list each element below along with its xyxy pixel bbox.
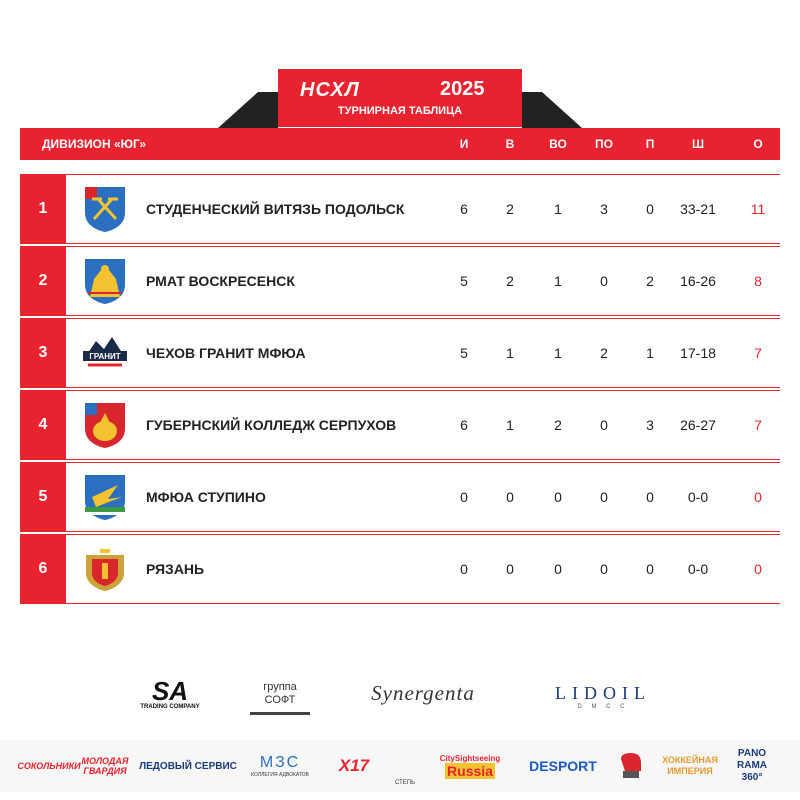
col-header-losses: П [645, 137, 655, 151]
rank-badge: 2 [20, 246, 66, 316]
rank-badge: 4 [20, 390, 66, 460]
league-logo: НСХЛ [300, 79, 360, 101]
losses-value: 0 [646, 561, 654, 577]
sponsor-step-logo: СТЕПЬ [394, 780, 416, 786]
team-name: МФЮА СТУПИНО [146, 489, 266, 505]
ot-losses-value: 3 [600, 201, 608, 217]
page-title: ТУРНИРНАЯ ТАБЛИЦА [337, 105, 463, 117]
col-header-goals: Ш [691, 137, 705, 151]
division-title: ДИВИЗИОН «ЮГ» [42, 137, 147, 151]
wins-value: 2 [506, 201, 514, 217]
points-value: 7 [754, 417, 762, 433]
ot-wins-value: 1 [554, 345, 562, 361]
ot-wins-value: 1 [554, 273, 562, 289]
main-sponsors [0, 672, 800, 722]
sponsor-sokolniki-logo: СОКОЛЬНИКИ [17, 761, 81, 771]
wins-value: 0 [506, 489, 514, 505]
losses-value: 2 [646, 273, 654, 289]
sponsor-ledovyi-servis-logo: ЛЕДОВЫЙ СЕРВИС [139, 760, 237, 772]
games-value: 6 [460, 417, 468, 433]
sponsor-hockey-empire-logo: ХОККЕЙНАЯ ИМПЕРИЯ [662, 755, 718, 776]
serpukhov-coat-of-arms-icon [82, 401, 128, 449]
stupino-coat-of-arms-icon [82, 473, 128, 521]
team-name: ЧЕХОВ ГРАНИТ МФЮА [146, 345, 306, 361]
games-value: 5 [460, 345, 468, 361]
sponsor-mzs-logo: МЗС КОЛЛЕГИЯ АДВОКАТОВ [251, 754, 309, 778]
rank-badge: 6 [20, 534, 66, 604]
table-row [20, 390, 780, 460]
points-value: 8 [754, 273, 762, 289]
season-year: 2025 [440, 78, 485, 100]
team-name: РЯЗАНЬ [146, 561, 205, 577]
table-row [20, 534, 780, 604]
wins-value: 0 [506, 561, 514, 577]
rank-badge: 5 [20, 462, 66, 532]
wins-value: 2 [506, 273, 514, 289]
col-header-ot-losses: ПО [595, 137, 613, 151]
boxing-glove-icon [612, 748, 648, 784]
team-name: СТУДЕНЧЕСКИЙ ВИТЯЗЬ ПОДОЛЬСК [146, 201, 405, 217]
ot-losses-value: 0 [600, 561, 608, 577]
games-value: 0 [460, 489, 468, 505]
goals-value: 0-0 [687, 489, 709, 505]
ot-losses-value: 0 [600, 417, 608, 433]
rank-badge: 1 [20, 174, 66, 244]
table-row [20, 174, 780, 244]
sponsor-molodaya-gvardiya-logo: МОЛОДАЯ ГВАРДИЯ [81, 756, 129, 776]
games-value: 6 [460, 201, 468, 217]
header-left-wing [218, 92, 278, 128]
table-row [20, 318, 780, 388]
ot-wins-value: 2 [554, 417, 562, 433]
losses-value: 1 [646, 345, 654, 361]
voskresensk-coat-of-arms-icon [82, 257, 128, 305]
goals-value: 16-26 [680, 273, 716, 289]
points-value: 7 [754, 345, 762, 361]
team-name: ГУБЕРНСКИЙ КОЛЛЕДЖ СЕРПУХОВ [146, 417, 397, 433]
losses-value: 3 [646, 417, 654, 433]
sponsor-sa-logo: SA TRADING COMPANY [140, 676, 200, 710]
partner-sponsors [0, 740, 800, 792]
podolsk-coat-of-arms-icon [82, 185, 128, 233]
header-right-wing [522, 92, 582, 128]
sponsor-lidoil-logo: LIDOIL D M C C [555, 682, 651, 710]
ryazan-coat-of-arms-icon [82, 545, 128, 593]
wins-value: 1 [506, 345, 514, 361]
ot-losses-value: 2 [600, 345, 608, 361]
sponsor-citysightseeing-logo: CitySightseeing Russia [439, 753, 501, 779]
table-header [20, 128, 780, 160]
games-value: 0 [460, 561, 468, 577]
team-name: РМАТ ВОСКРЕСЕНСК [146, 273, 295, 289]
granit-logo-icon [82, 329, 128, 377]
points-value: 0 [754, 561, 762, 577]
col-header-wins: В [505, 137, 515, 151]
svg-text:ГРАНИТ: ГРАНИТ [89, 352, 121, 361]
ot-losses-value: 0 [600, 489, 608, 505]
wins-value: 1 [506, 417, 514, 433]
table-row [20, 462, 780, 532]
sponsor-synergenta-logo: Synergenta [371, 680, 475, 705]
sponsor-panorama-logo: PANO RAMA 360° [737, 748, 767, 783]
sponsor-desport-logo: DESPORT [529, 758, 597, 774]
losses-value: 0 [646, 201, 654, 217]
col-header-ot-wins: ВО [549, 137, 567, 151]
rank-badge: 3 [20, 318, 66, 388]
col-header-games: И [459, 137, 469, 151]
ot-wins-value: 1 [554, 201, 562, 217]
col-header-points: О [753, 137, 763, 151]
ot-wins-value: 0 [554, 561, 562, 577]
table-row [20, 246, 780, 316]
ot-losses-value: 0 [600, 273, 608, 289]
ot-wins-value: 0 [554, 489, 562, 505]
sponsor-x17-logo: X17 [338, 756, 370, 775]
header-banner [278, 69, 522, 127]
losses-value: 0 [646, 489, 654, 505]
goals-value: 0-0 [687, 561, 709, 577]
sponsor-soft-logo: группа СОФТ [250, 676, 310, 715]
games-value: 5 [460, 273, 468, 289]
points-value: 11 [750, 201, 766, 217]
goals-value: 33-21 [680, 201, 716, 217]
points-value: 0 [754, 489, 762, 505]
goals-value: 26-27 [680, 417, 716, 433]
goals-value: 17-18 [680, 345, 716, 361]
